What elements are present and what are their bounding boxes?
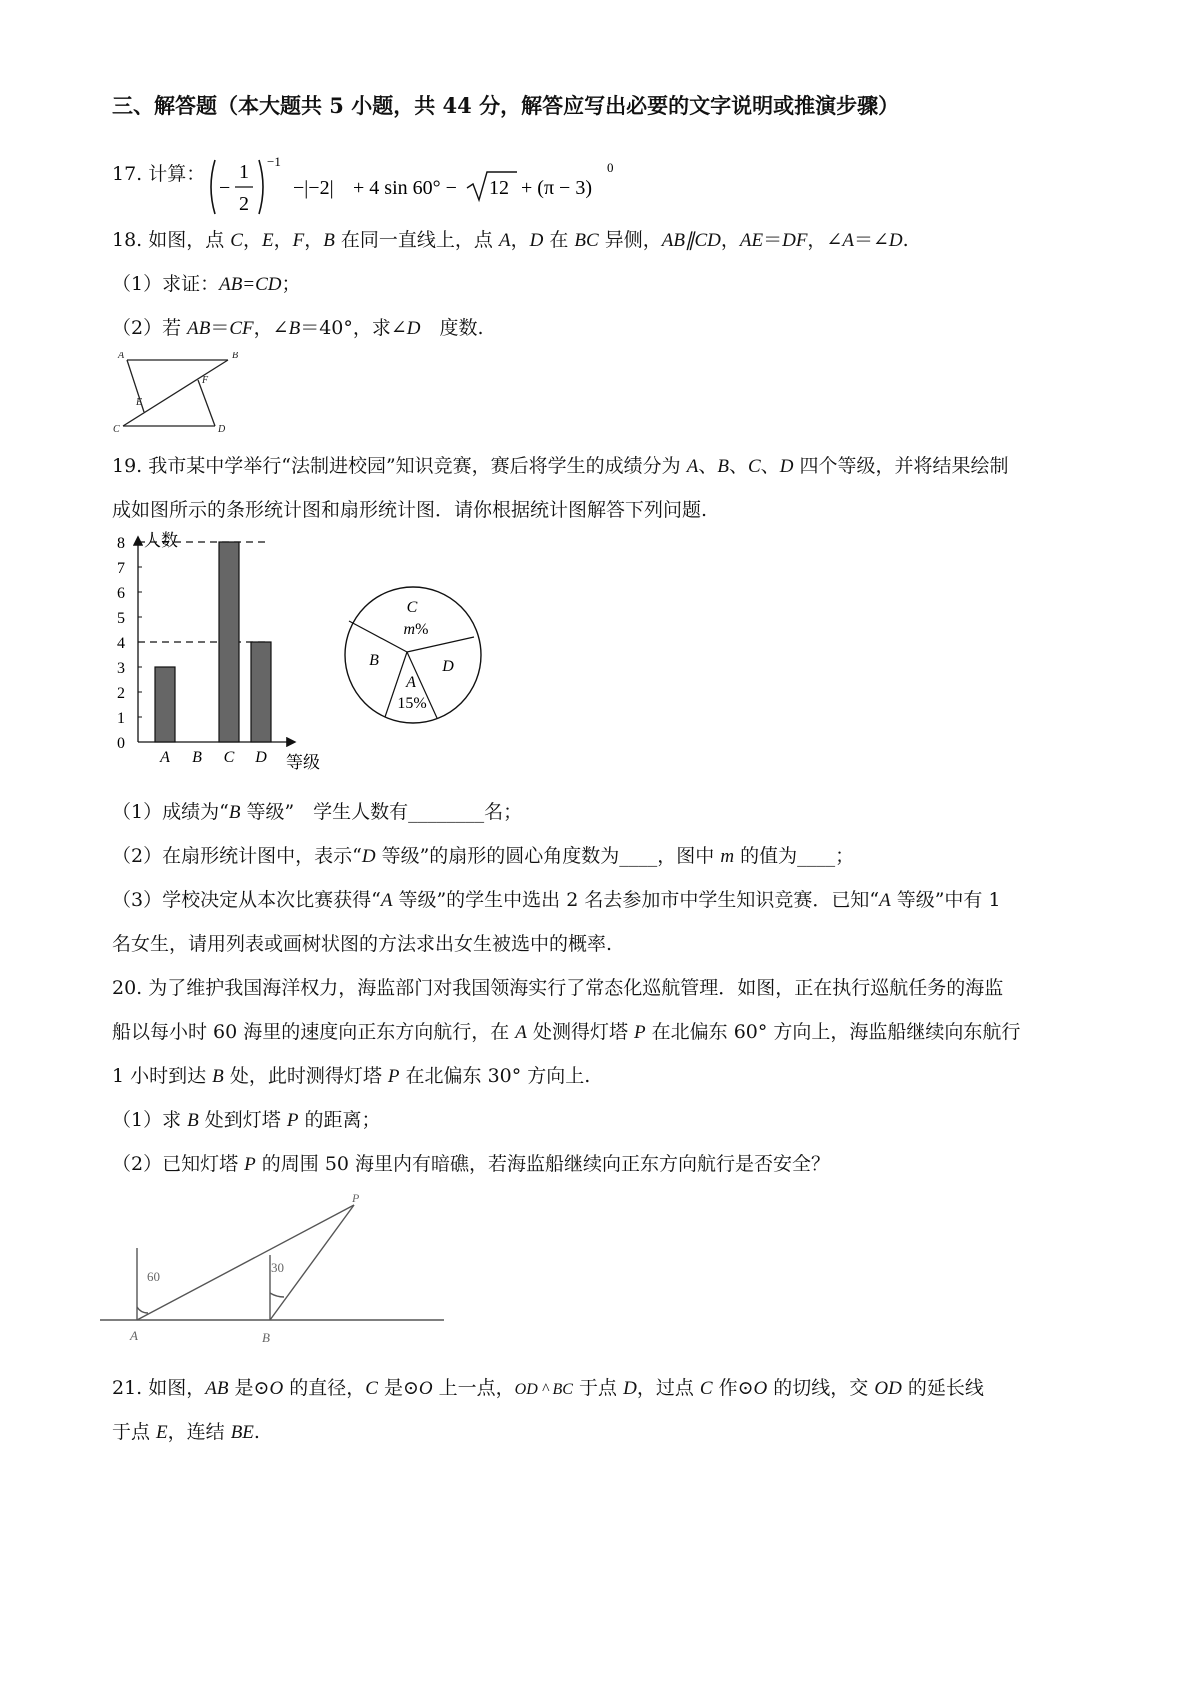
bar-ytick-label: 5 — [117, 610, 125, 627]
q18-label-c: C — [113, 424, 120, 434]
q17-neg-sign: − — [219, 177, 231, 199]
bar-d — [251, 642, 271, 742]
q18-label-e: E — [136, 397, 143, 408]
bar-y-axis-label: 人数 — [144, 531, 178, 550]
q20-line3: 1 小时到达 B 处，此时测得灯塔 P 在北偏东 30° 方向上. — [112, 1065, 591, 1087]
pie-label-b: B — [369, 652, 379, 669]
q18-label-f: F — [202, 375, 209, 386]
q19-part2: （2）在扇形统计图中，表示“D 等级”的扇形的圆心角度数为____，图中 m 的值为____； — [112, 845, 855, 867]
q20-angle-arc-b — [270, 1293, 284, 1297]
bar-a — [155, 667, 175, 742]
pie-label-c: C — [406, 599, 418, 616]
bar-ytick-label: 7 — [117, 560, 125, 577]
bar-ytick-label: 3 — [117, 660, 125, 677]
q19-part3-line2: 名女生，请用列表或画树状图的方法求出女生被选中的概率. — [112, 933, 613, 955]
q19-part1: （1）成绩为“B 等级” 学生人数有________名； — [112, 801, 523, 823]
bar-xtick-label: D — [255, 749, 267, 766]
q19-stem-line2: 成如图所示的条形统计图和扇形统计图．请你根据统计图解答下列问题. — [112, 499, 708, 521]
q17-exponent-zero: 0 — [607, 160, 614, 175]
q18-part2: （2）若 AB＝CF，∠B＝40°，求∠D 度数. — [112, 317, 484, 339]
pie-label-d: D — [442, 658, 454, 675]
q19-bar-chart — [110, 528, 342, 778]
bar-c — [219, 542, 239, 742]
q18-label-a: A — [118, 352, 125, 361]
q17-numerator: 1 — [239, 161, 249, 183]
q20-label-p: P — [352, 1191, 360, 1205]
bar-ytick-label: 1 — [117, 710, 125, 727]
bar-x-axis-label: 等级 — [286, 753, 320, 772]
q20-label-b: B — [262, 1330, 270, 1345]
q20-part1: （1）求 B 处到灯塔 P 的距离； — [112, 1109, 381, 1131]
q21-line1: 21. 如图，AB 是⊙O 的直径，C 是⊙O 上一点，OD ^ BC 于点 D，过点 C 作⊙O 的切线，交 OD 的延长线 — [112, 1377, 984, 1399]
pie-value-c: m% — [403, 621, 429, 638]
q17-sin-term: + 4 sin 60° − — [353, 177, 457, 199]
q18-label-b: B — [232, 352, 239, 361]
q20-label-a: A — [130, 1328, 138, 1343]
q18-stem: 18. 如图，点 C，E，F，B 在同一直线上，点 A，D 在 BC 异侧，AB∥CD，AE＝DF，∠A＝∠D. — [112, 229, 909, 251]
q18-figure — [112, 352, 252, 434]
pie-label-a: A — [406, 674, 416, 691]
q21-line2: 于点 E，连结 BE. — [112, 1421, 260, 1443]
q17-pi-term: + (π − 3) — [521, 177, 592, 199]
q20-part2: （2）已知灯塔 P 的周围 50 海里内有暗礁，若海监船继续向正东方向航行是否安全？ — [112, 1153, 831, 1175]
bar-xtick-label: B — [192, 749, 202, 766]
q20-label-30: 30 — [271, 1260, 284, 1275]
bar-ytick-label: 8 — [117, 535, 125, 552]
bar-xtick-label: C — [223, 749, 235, 766]
q17-formula — [205, 152, 625, 222]
q20-line2: 船以每小时 60 海里的速度向正东方向航行，在 A 处测得灯塔 P 在北偏东 60° 方向上，海监船继续向东航行 — [112, 1021, 1021, 1043]
q17-exponent-minus-one: −1 — [267, 154, 281, 169]
bar-ytick-label: 2 — [117, 685, 125, 702]
q18-label-d: D — [218, 424, 226, 434]
q17-denominator: 2 — [239, 193, 249, 215]
q20-figure — [100, 1180, 445, 1360]
q19-pie-chart — [338, 580, 488, 730]
bar-ytick-label: 0 — [117, 735, 125, 752]
bar-xtick-label: A — [160, 749, 170, 766]
section-heading: 三、解答题（本大题共 5 小题，共 44 分，解答应写出必要的文字说明或推演步骤） — [112, 93, 900, 118]
q20-line-ap — [137, 1205, 354, 1320]
q17-abs-term: −|−2| — [293, 177, 334, 199]
pie-value-a: 15% — [397, 695, 427, 712]
q19-stem-line1: 19. 我市某中学举行“法制进校园”知识竞赛，赛后将学生的成绩分为 A、B、C、D 四个等级，并将结果绘制 — [112, 455, 1009, 477]
q19-part3-line1: （3）学校决定从本次比赛获得“A 等级”的学生中选出 2 名去参加市中学生知识竞赛．已知“A 等级”中有 1 — [112, 889, 1001, 911]
q20-line1: 20. 为了维护我国海洋权力，海监部门对我国领海实行了常态化巡航管理．如图，正在执行巡航任务的海监 — [112, 977, 1004, 999]
q18-part1: （1）求证：AB=CD； — [112, 273, 301, 295]
bar-ytick-label: 4 — [117, 635, 125, 652]
q20-angle-arc-a — [137, 1307, 148, 1313]
bar-ytick-label: 6 — [117, 585, 125, 602]
q17-prefix: 17. 计算： — [112, 163, 206, 185]
q20-label-60: 60 — [147, 1269, 160, 1284]
q17-sqrt-value: 12 — [489, 177, 509, 199]
